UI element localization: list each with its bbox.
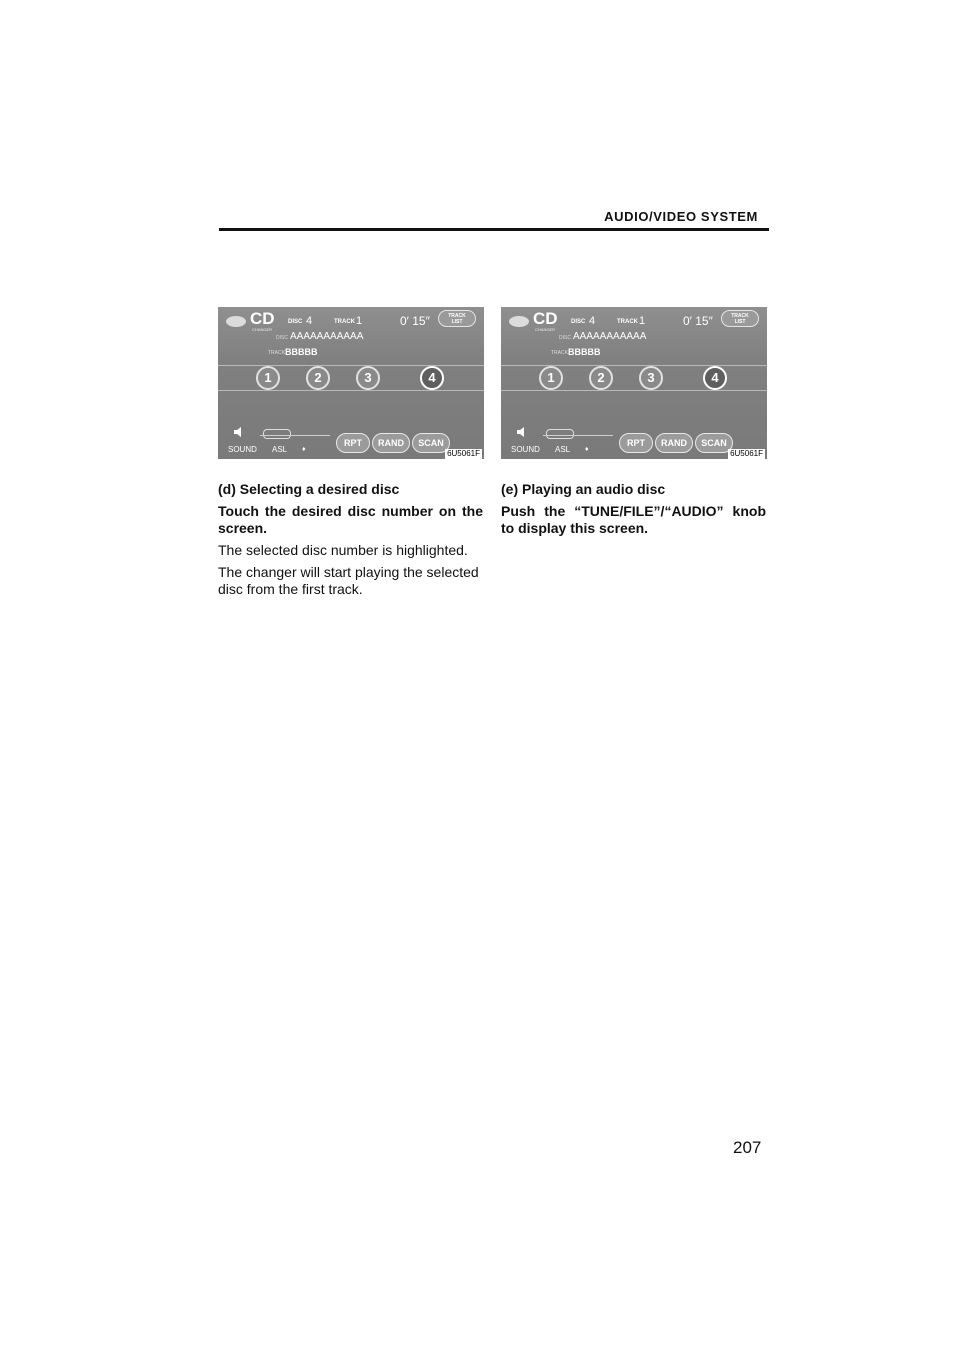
figure-code: 6U5061F	[730, 449, 763, 458]
rand-button[interactable]: RAND	[655, 433, 693, 453]
disc-button-1[interactable]: 1	[256, 366, 280, 390]
section-e-instruction: Push the “TUNE/FILE”/“AUDIO” knob to display this screen.	[501, 503, 766, 536]
asl-indicator: ♦	[302, 446, 306, 453]
disc-title: AAAAAAAAAAA	[573, 331, 647, 342]
section-d-heading: (d) Selecting a desired disc	[218, 481, 400, 497]
changer-label: CHANGER	[252, 327, 273, 332]
track-list-button[interactable]	[721, 310, 759, 327]
track-title: BBBBB	[568, 347, 601, 357]
cd-changer-screen-right	[501, 307, 767, 459]
disc-label: DISC	[288, 319, 303, 325]
disc-logo-icon	[509, 316, 529, 327]
section-d-paragraph-1: The selected disc number is highlighted.	[218, 542, 468, 558]
divider	[543, 435, 613, 436]
rpt-button[interactable]: RPT	[336, 433, 370, 453]
elapsed-time: 0′ 15″	[683, 314, 713, 328]
disc-number: 4	[589, 315, 596, 327]
disc-button-2[interactable]: 2	[306, 366, 330, 390]
rand-button[interactable]: RAND	[372, 433, 410, 453]
asl-level-icon	[263, 429, 291, 439]
disc-label: DISC	[571, 319, 586, 325]
asl-indicator: ♦	[585, 446, 589, 453]
disc-button-4-selected[interactable]: 4	[703, 366, 727, 390]
speaker-icon[interactable]	[515, 425, 529, 439]
asl-label[interactable]: ASL	[555, 445, 571, 454]
scan-button[interactable]: SCAN	[412, 433, 450, 453]
track-list-line1: TRACK	[731, 313, 749, 319]
rpt-button[interactable]: RPT	[619, 433, 653, 453]
section-d-instruction: Touch the desired disc number on the screen.	[218, 503, 483, 536]
track-list-line2: LIST	[734, 319, 746, 325]
figure-code: 6U5061F	[447, 449, 480, 458]
left-column	[218, 481, 483, 603]
speaker-icon[interactable]	[232, 425, 246, 439]
disc-button-3[interactable]: 3	[639, 366, 663, 390]
track-title-label: TRACK	[268, 350, 285, 356]
section-e-heading: (e) Playing an audio disc	[501, 481, 666, 497]
scan-button[interactable]: SCAN	[695, 433, 733, 453]
track-list-line1: TRACK	[448, 313, 466, 319]
header-title: AUDIO/VIDEO SYSTEM	[604, 209, 758, 224]
disc-buttons	[256, 366, 456, 392]
page-number: 207	[733, 1138, 762, 1157]
changer-label: CHANGER	[535, 327, 556, 332]
disc-buttons	[539, 366, 739, 392]
disc-button-2[interactable]: 2	[589, 366, 613, 390]
disc-button-4-selected[interactable]: 4	[420, 366, 444, 390]
header-rule	[219, 228, 769, 231]
asl-label[interactable]: ASL	[272, 445, 288, 454]
elapsed-time: 0′ 15″	[400, 314, 430, 328]
sound-label[interactable]: SOUND	[511, 445, 540, 454]
disc-title-label: DISC	[276, 335, 288, 341]
cd-label: CD	[533, 309, 558, 328]
section-d-paragraph-2: The changer will start playing the selected disc from the first track.	[218, 564, 479, 597]
right-column	[501, 481, 766, 542]
track-label: TRACK	[334, 319, 355, 325]
track-label: TRACK	[617, 319, 638, 325]
divider	[260, 435, 330, 436]
track-title: BBBBB	[285, 347, 318, 357]
disc-number: 4	[306, 315, 313, 327]
sound-label[interactable]: SOUND	[228, 445, 257, 454]
disc-button-1[interactable]: 1	[539, 366, 563, 390]
track-number: 1	[639, 315, 646, 327]
cd-changer-screen-left	[218, 307, 484, 459]
cd-label: CD	[250, 309, 275, 328]
track-list-line2: LIST	[451, 319, 463, 325]
disc-logo-icon	[226, 316, 246, 327]
track-list-button[interactable]	[438, 310, 476, 327]
disc-title: AAAAAAAAAAA	[290, 331, 364, 342]
asl-level-icon	[546, 429, 574, 439]
track-title-label: TRACK	[551, 350, 568, 356]
disc-button-3[interactable]: 3	[356, 366, 380, 390]
disc-title-label: DISC	[559, 335, 571, 341]
track-number: 1	[356, 315, 363, 327]
